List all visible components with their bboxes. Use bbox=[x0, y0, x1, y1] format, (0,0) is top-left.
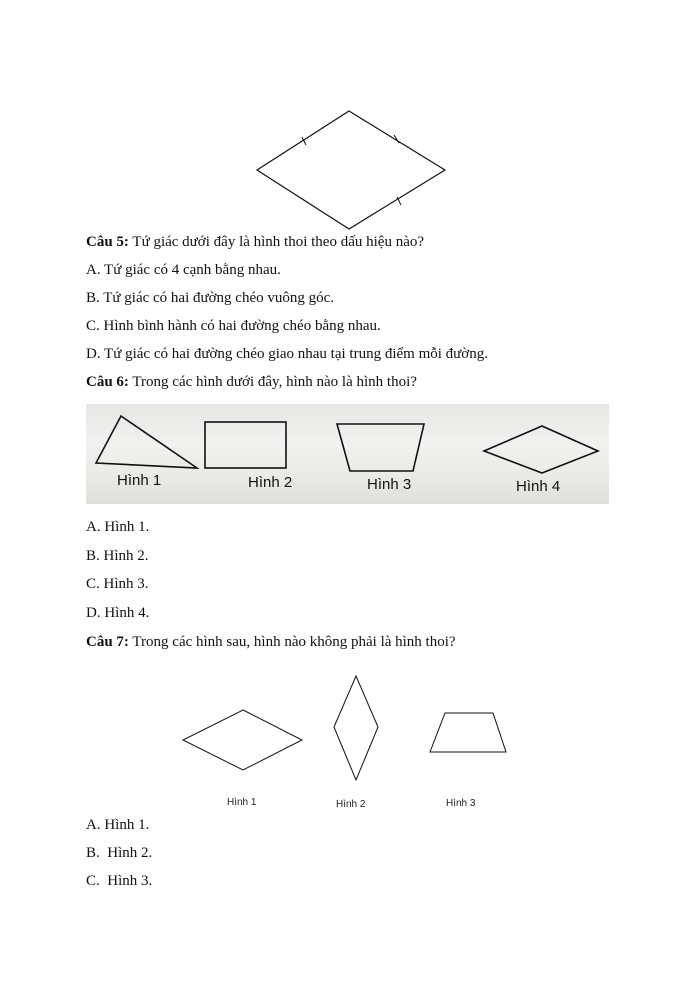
q6-text: Trong các hình dưới đây, hình nào là hình thoi? bbox=[128, 374, 417, 390]
q7-shape-rhombus-vertical bbox=[334, 676, 378, 780]
q5-rhombus bbox=[257, 111, 445, 229]
q7-question bbox=[86, 632, 456, 652]
q7-label: Câu 7: bbox=[86, 634, 129, 650]
q5-text: Tứ giác dưới đây là hình thoi theo dấu hiệu nào? bbox=[128, 234, 425, 250]
q6-option-d: D. Hình 4. bbox=[86, 605, 150, 621]
q6-figure-label-2: Hình 2 bbox=[248, 474, 293, 491]
q7-figure-label-2: Hình 2 bbox=[336, 799, 366, 810]
q7-option-c: C. Hình 3. bbox=[86, 873, 153, 889]
q5-option-b: B. Tứ giác có hai đường chéo vuông góc. bbox=[86, 290, 335, 306]
q6-figure-label-4: Hình 4 bbox=[516, 478, 561, 495]
q6-shape-parallelogram bbox=[337, 424, 424, 471]
q5-option-a: A. Tứ giác có 4 cạnh bằng nhau. bbox=[86, 262, 281, 278]
q5-rhombus-figure bbox=[0, 0, 700, 240]
q5-option-d: D. Tứ giác có hai đường chéo giao nhau tại trung điểm mỗi đường. bbox=[86, 346, 488, 362]
q7-option-a: A. Hình 1. bbox=[86, 817, 150, 833]
q6-shape-rhombus bbox=[484, 426, 598, 473]
q6-option-c: C. Hình 3. bbox=[86, 576, 149, 592]
q6-question bbox=[86, 372, 417, 392]
q7-text: Trong các hình sau, hình nào không phải là hình thoi? bbox=[128, 634, 456, 650]
q7-option-b: B. Hình 2. bbox=[86, 845, 153, 861]
q5-label: Câu 5: bbox=[86, 234, 129, 250]
q5-option-c: C. Hình bình hành có hai đường chéo bằng nhau. bbox=[86, 318, 381, 334]
q7-shape-rhombus-horizontal bbox=[183, 710, 302, 770]
q6-figure-label-3: Hình 3 bbox=[367, 476, 412, 493]
q6-option-b: B. Hình 2. bbox=[86, 548, 149, 564]
q6-figure-label-1: Hình 1 bbox=[117, 472, 162, 489]
q6-shape-triangle bbox=[96, 416, 197, 468]
q7-shape-trapezoid bbox=[430, 713, 506, 752]
q6-shape-rectangle bbox=[205, 422, 286, 468]
q7-figure-label-3: Hình 3 bbox=[446, 798, 476, 809]
q5-question bbox=[86, 232, 424, 252]
q7-figure-label-1: Hình 1 bbox=[227, 797, 257, 808]
q6-label: Câu 6: bbox=[86, 374, 129, 390]
q6-option-a: A. Hình 1. bbox=[86, 519, 150, 535]
q6-shapes-photo bbox=[86, 404, 609, 504]
